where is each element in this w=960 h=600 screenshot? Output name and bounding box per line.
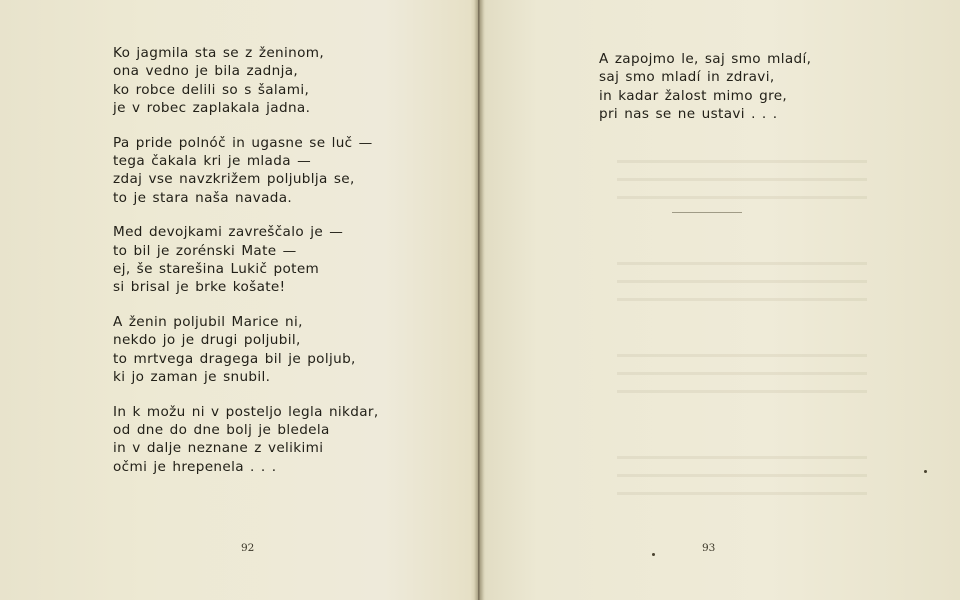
bleed-through xyxy=(617,390,867,393)
stanza xyxy=(113,223,379,296)
poem-line: In k možu ni v posteljo legla nikdar, xyxy=(113,403,379,420)
stanza xyxy=(113,403,379,476)
bleed-through xyxy=(617,354,867,357)
poem-line: to mrtvega dragega bil je poljub, xyxy=(113,350,356,367)
poem-line: Pa pride polnóč in ugasne se luč — xyxy=(113,134,373,151)
poem-line: A zapojmo le, saj smo mladí, xyxy=(599,51,812,67)
poem-line: ej, še starešina Lukič potem xyxy=(113,260,320,277)
poem-line: ona vedno je bila zadnja, xyxy=(113,63,299,80)
poem-line: zdaj vse navzkrižem poljublja se, xyxy=(113,171,355,188)
stanza xyxy=(599,50,811,123)
stanza xyxy=(113,134,379,207)
poem-line: to bil je zorénski Mate — xyxy=(113,242,297,259)
page-number: 93 xyxy=(702,542,716,554)
bleed-through xyxy=(617,492,867,495)
bleed-through xyxy=(617,474,867,477)
poem-line: in v dalje neznane z velikimi xyxy=(113,440,324,457)
right-page xyxy=(482,0,960,600)
poem-line: je v robec zaplakala jadna. xyxy=(113,99,311,116)
poem-line: pri nas se ne ustavi . . . xyxy=(599,105,778,122)
bleed-through xyxy=(617,262,867,265)
bleed-through xyxy=(617,178,867,181)
section-divider xyxy=(672,212,742,213)
left-page xyxy=(0,0,478,600)
bleed-through xyxy=(617,160,867,163)
bleed-through xyxy=(617,298,867,301)
bleed-through xyxy=(617,372,867,375)
poem-line: Ko jagmila sta se z ženinom, xyxy=(113,45,325,61)
paper-speck xyxy=(652,553,655,556)
spine-line xyxy=(478,0,479,600)
poem-text-left xyxy=(113,44,379,476)
poem-line: tega čakala kri je mlada — xyxy=(113,152,312,169)
poem-line: očmi je hrepenela . . . xyxy=(113,458,277,475)
bleed-through xyxy=(617,280,867,283)
poem-line: nekdo jo je drugi poljubil, xyxy=(113,332,301,349)
stanza xyxy=(113,44,379,117)
poem-line: in kadar žalost mimo gre, xyxy=(599,87,788,104)
page-number: 92 xyxy=(241,542,255,554)
paper-speck xyxy=(924,470,927,473)
poem-line: ko robce delili so s šalami, xyxy=(113,81,310,98)
poem-line: ki jo zaman je snubil. xyxy=(113,368,271,385)
bleed-through xyxy=(617,196,867,199)
poem-text-right xyxy=(599,50,811,123)
poem-line: od dne do dne bolj je bledela xyxy=(113,422,330,439)
poem-line: Med devojkami zavreščalo je — xyxy=(113,224,344,241)
bleed-through xyxy=(617,456,867,459)
poem-line: A ženin poljubil Marice ni, xyxy=(113,314,303,331)
poem-line: si brisal je brke košate! xyxy=(113,279,286,296)
stanza xyxy=(113,313,379,386)
poem-line: saj smo mladí in zdravi, xyxy=(599,69,775,86)
poem-line: to je stara naša navada. xyxy=(113,189,293,206)
